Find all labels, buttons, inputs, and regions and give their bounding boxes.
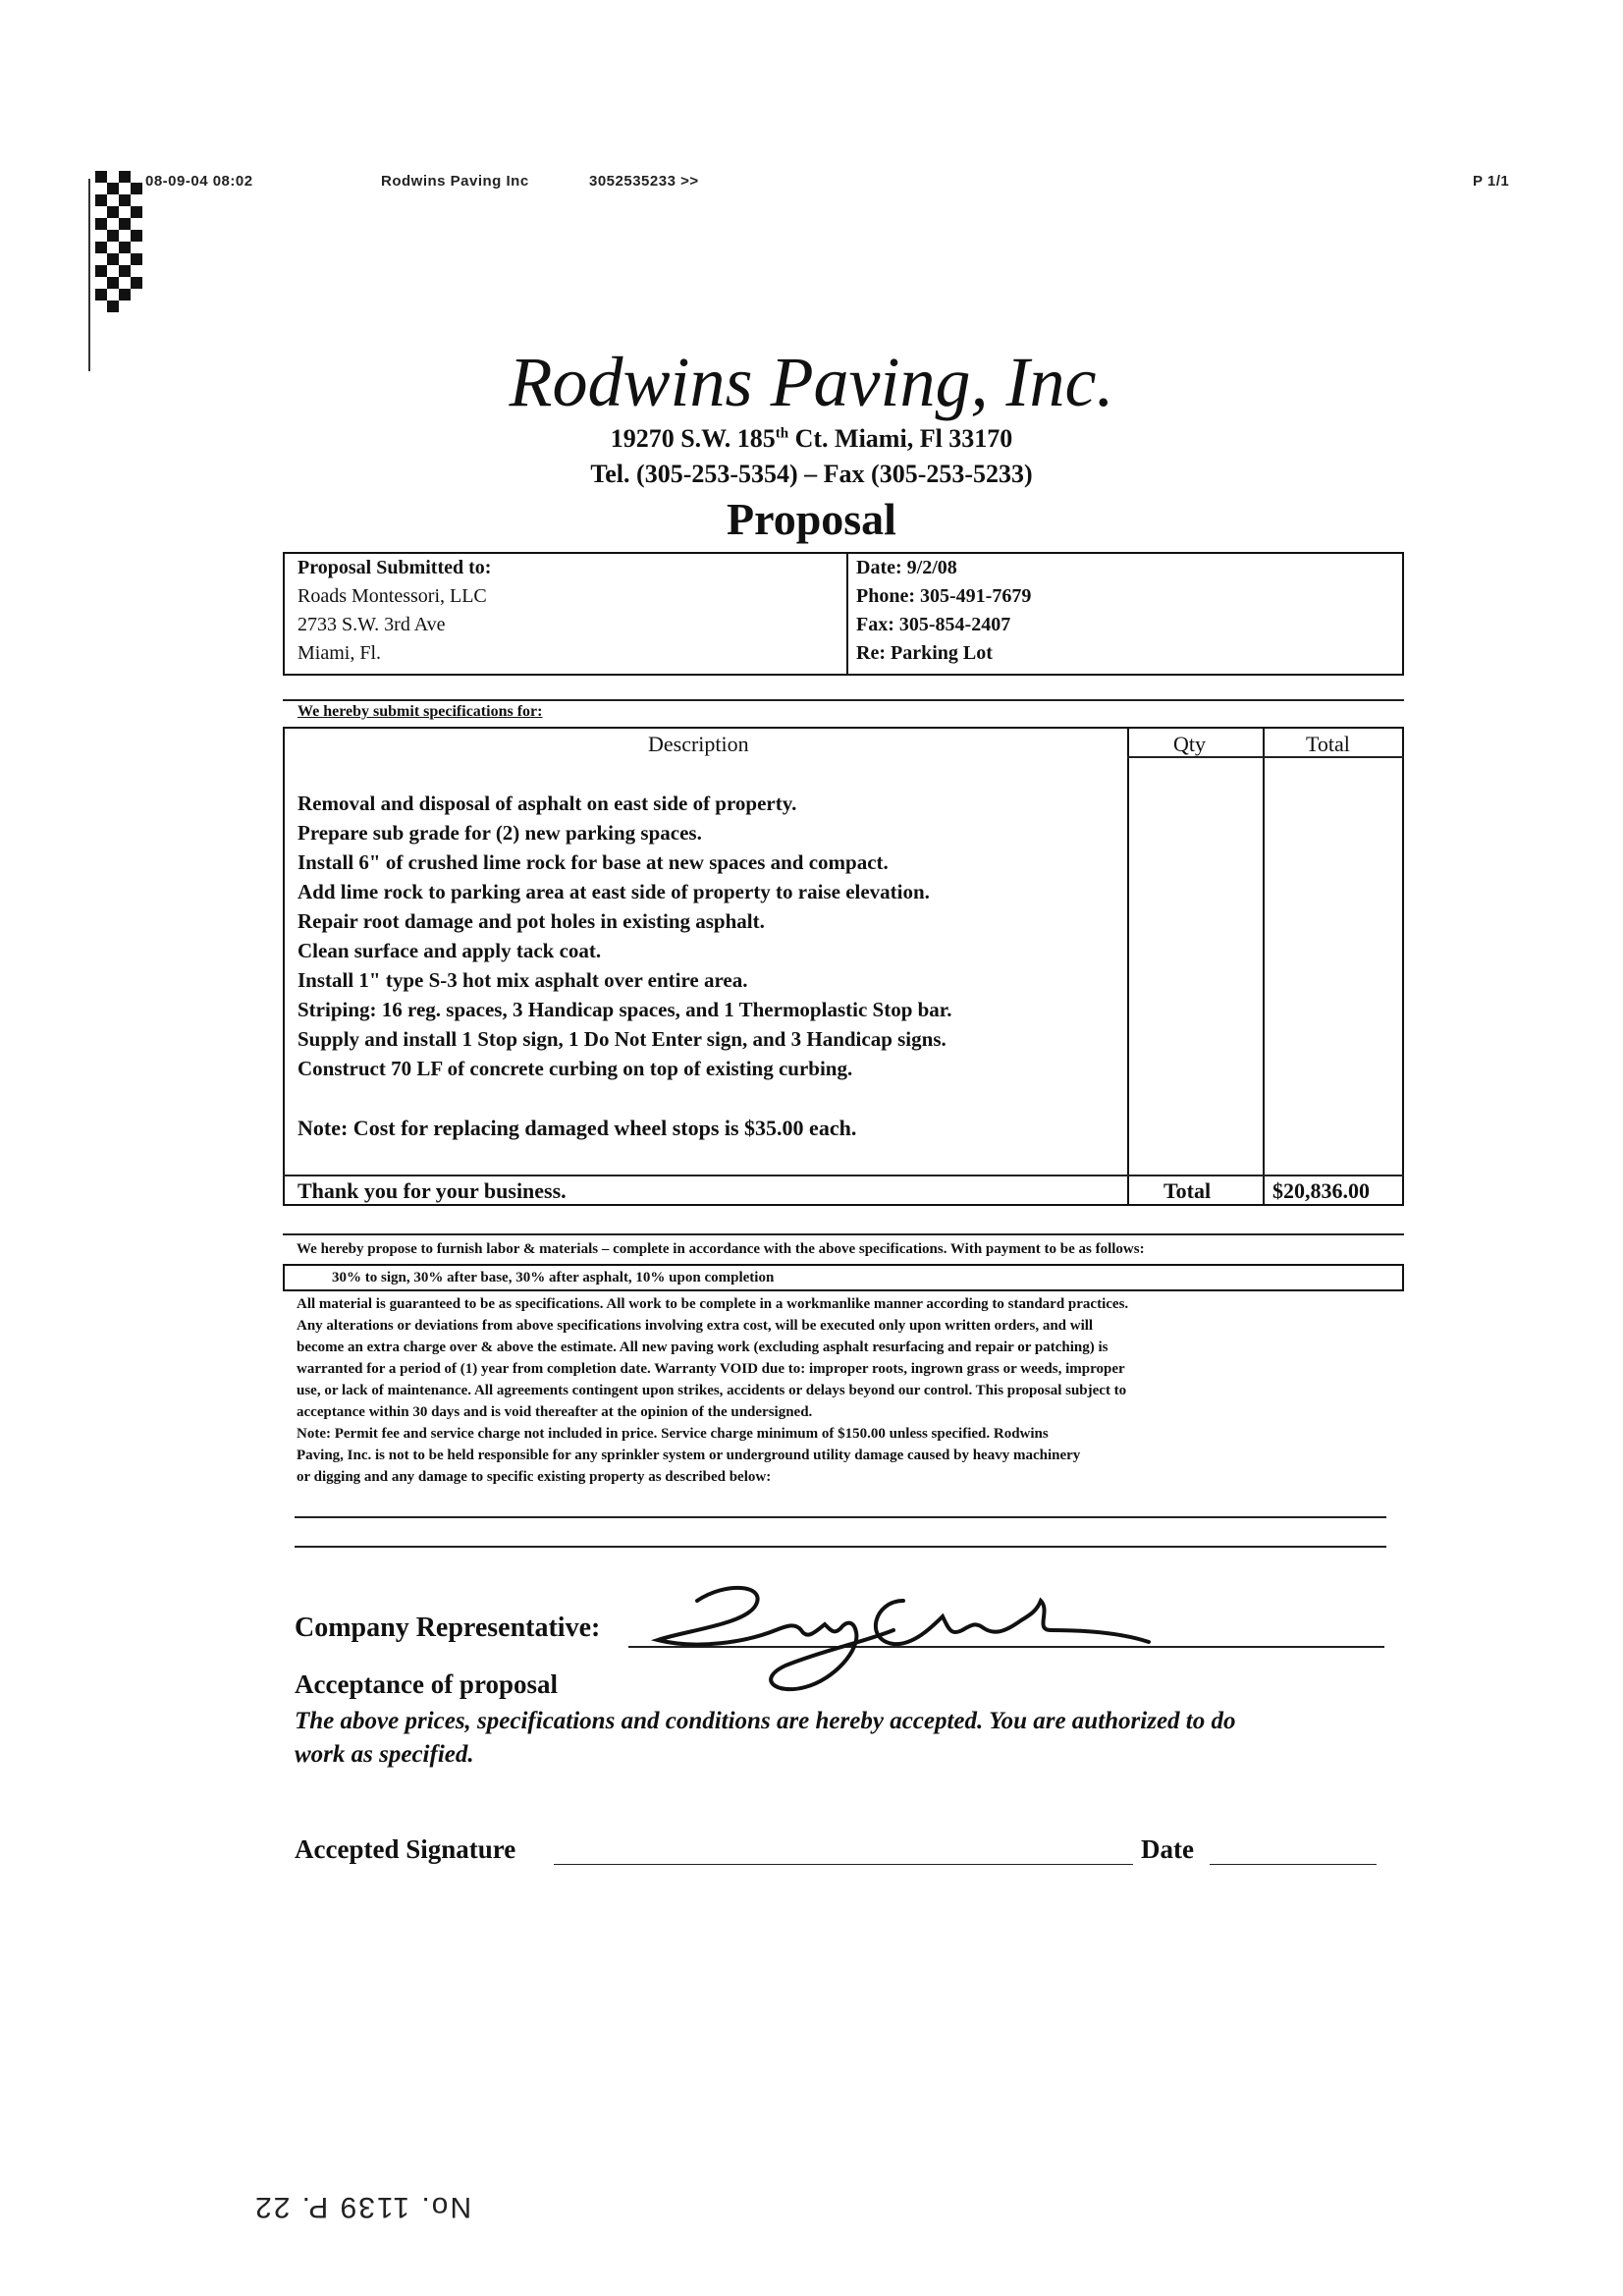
- proposal-re: Re: Parking Lot: [856, 642, 993, 664]
- terms-line: warranted for a period of (1) year from completion date. Warranty VOID due to: improper roots, ingrown grass or weeds, improper: [297, 1361, 1125, 1377]
- representative-signature: [638, 1571, 1188, 1709]
- header-rule: [1127, 756, 1404, 758]
- fax-marker-pattern: [95, 171, 142, 316]
- fax-number: 3052535233 >>: [589, 173, 699, 190]
- acceptance-text-2: work as specified.: [295, 1741, 474, 1768]
- header-total: Total: [1306, 732, 1350, 756]
- blank-line-1: [295, 1516, 1386, 1518]
- address-sup: th: [775, 425, 789, 442]
- header-description: Description: [648, 732, 749, 756]
- total-value: $20,836.00: [1272, 1178, 1370, 1203]
- client-phone: Phone: 305-491-7679: [856, 585, 1032, 607]
- client-street: 2733 S.W. 3rd Ave: [298, 614, 446, 635]
- date-line: [1210, 1864, 1377, 1865]
- company-rep-label: Company Representative:: [295, 1613, 601, 1643]
- total-row-rule: [283, 1175, 1404, 1176]
- spec-intro: We hereby submit specifications for:: [298, 703, 543, 720]
- fax-sender: Rodwins Paving Inc: [381, 173, 529, 190]
- line-item: Install 6" of crushed lime rock for base at new spaces and compact.: [298, 850, 889, 874]
- client-fax: Fax: 305-854-2407: [856, 614, 1011, 635]
- proposal-title: Proposal: [727, 494, 896, 544]
- line-item: Add lime rock to parking area at east side of property to raise elevation.: [298, 880, 930, 903]
- terms-line: Note: Permit fee and service charge not included in price. Service charge minimum of $150.00 unless specified. Rodwins: [297, 1426, 1049, 1442]
- terms-line: All material is guaranteed to be as specifications. All work to be complete in a workmanlike manner according to standard practices.: [297, 1296, 1129, 1312]
- line-item: Construct 70 LF of concrete curbing on top of existing curbing.: [298, 1057, 853, 1080]
- acceptance-title: Acceptance of proposal: [295, 1669, 558, 1699]
- line-item: Removal and disposal of asphalt on east side of property.: [298, 792, 797, 815]
- proposal-date: Date: 9/2/08: [856, 557, 957, 578]
- terms-line: become an extra charge over & above the estimate. All new paving work (excluding asphalt resurfacing and repair or patching) is: [297, 1339, 1109, 1355]
- accepted-signature-line: [554, 1864, 1133, 1865]
- address-city: Ct. Miami, Fl 33170: [788, 424, 1013, 453]
- accepted-signature-label: Accepted Signature: [295, 1834, 516, 1864]
- payment-intro: We hereby propose to furnish labor & materials – complete in accordance with the above specifications. With payment to be as follows:: [297, 1241, 1145, 1257]
- payment-rule: [283, 1233, 1404, 1235]
- fax-page: P 1/1: [1473, 173, 1510, 190]
- fax-datetime: 08-09-04 08:02: [145, 173, 253, 190]
- address-street: 19270 S.W. 185: [610, 424, 776, 453]
- payment-schedule: 30% to sign, 30% after base, 30% after asphalt, 10% upon completion: [332, 1270, 775, 1285]
- company-phone-fax: Tel. (305-253-5354) – Fax (305-253-5233): [590, 460, 1033, 488]
- submitted-label: Proposal Submitted to:: [298, 557, 492, 578]
- info-box-divider: [846, 552, 848, 676]
- line-item: Install 1" type S-3 hot mix asphalt over entire area.: [298, 968, 748, 992]
- thank-you: Thank you for your business.: [298, 1178, 567, 1203]
- company-name: Rodwins Paving, Inc.: [509, 343, 1114, 421]
- line-item: Prepare sub grade for (2) new parking spaces.: [298, 821, 702, 845]
- terms-line: or digging and any damage to specific existing property as described below:: [297, 1469, 772, 1485]
- company-address: [0, 424, 1623, 454]
- client-city: Miami, Fl.: [298, 642, 382, 664]
- fax-stamp: No. 1139 P. 22: [253, 2191, 472, 2223]
- total-label: Total: [1163, 1178, 1212, 1203]
- line-item: Clean surface and apply tack coat.: [298, 939, 602, 962]
- total-column-line: [1263, 727, 1265, 1206]
- header-qty: Qty: [1173, 732, 1206, 756]
- client-name: Roads Montessori, LLC: [298, 585, 487, 607]
- acceptance-text-1: The above prices, specifications and conditions are hereby accepted. You are authorized to do: [295, 1708, 1236, 1734]
- line-item: Repair root damage and pot holes in existing asphalt.: [298, 909, 765, 933]
- terms-line: Paving, Inc. is not to be held responsible for any sprinkler system or underground utility damage caused by heavy machinery: [297, 1448, 1081, 1463]
- line-item: Striping: 16 reg. spaces, 3 Handicap spaces, and 1 Thermoplastic Stop bar.: [298, 998, 952, 1021]
- blank-line-2: [295, 1546, 1386, 1548]
- terms-line: use, or lack of maintenance. All agreements contingent upon strikes, accidents or delays beyond our control. This proposal subject to: [297, 1383, 1127, 1398]
- terms-line: acceptance within 30 days and is void thereafter at the opinion of the undersigned.: [297, 1404, 813, 1420]
- date-label: Date: [1141, 1834, 1194, 1864]
- qty-column-line: [1127, 727, 1129, 1206]
- terms-line: Any alterations or deviations from above specifications involving extra cost, will be executed only upon written orders, and will: [297, 1318, 1094, 1334]
- wheel-stop-note: Note: Cost for replacing damaged wheel stops is $35.00 each.: [298, 1116, 857, 1140]
- spec-rule: [283, 699, 1404, 701]
- line-item: Supply and install 1 Stop sign, 1 Do Not Enter sign, and 3 Handicap signs.: [298, 1027, 947, 1051]
